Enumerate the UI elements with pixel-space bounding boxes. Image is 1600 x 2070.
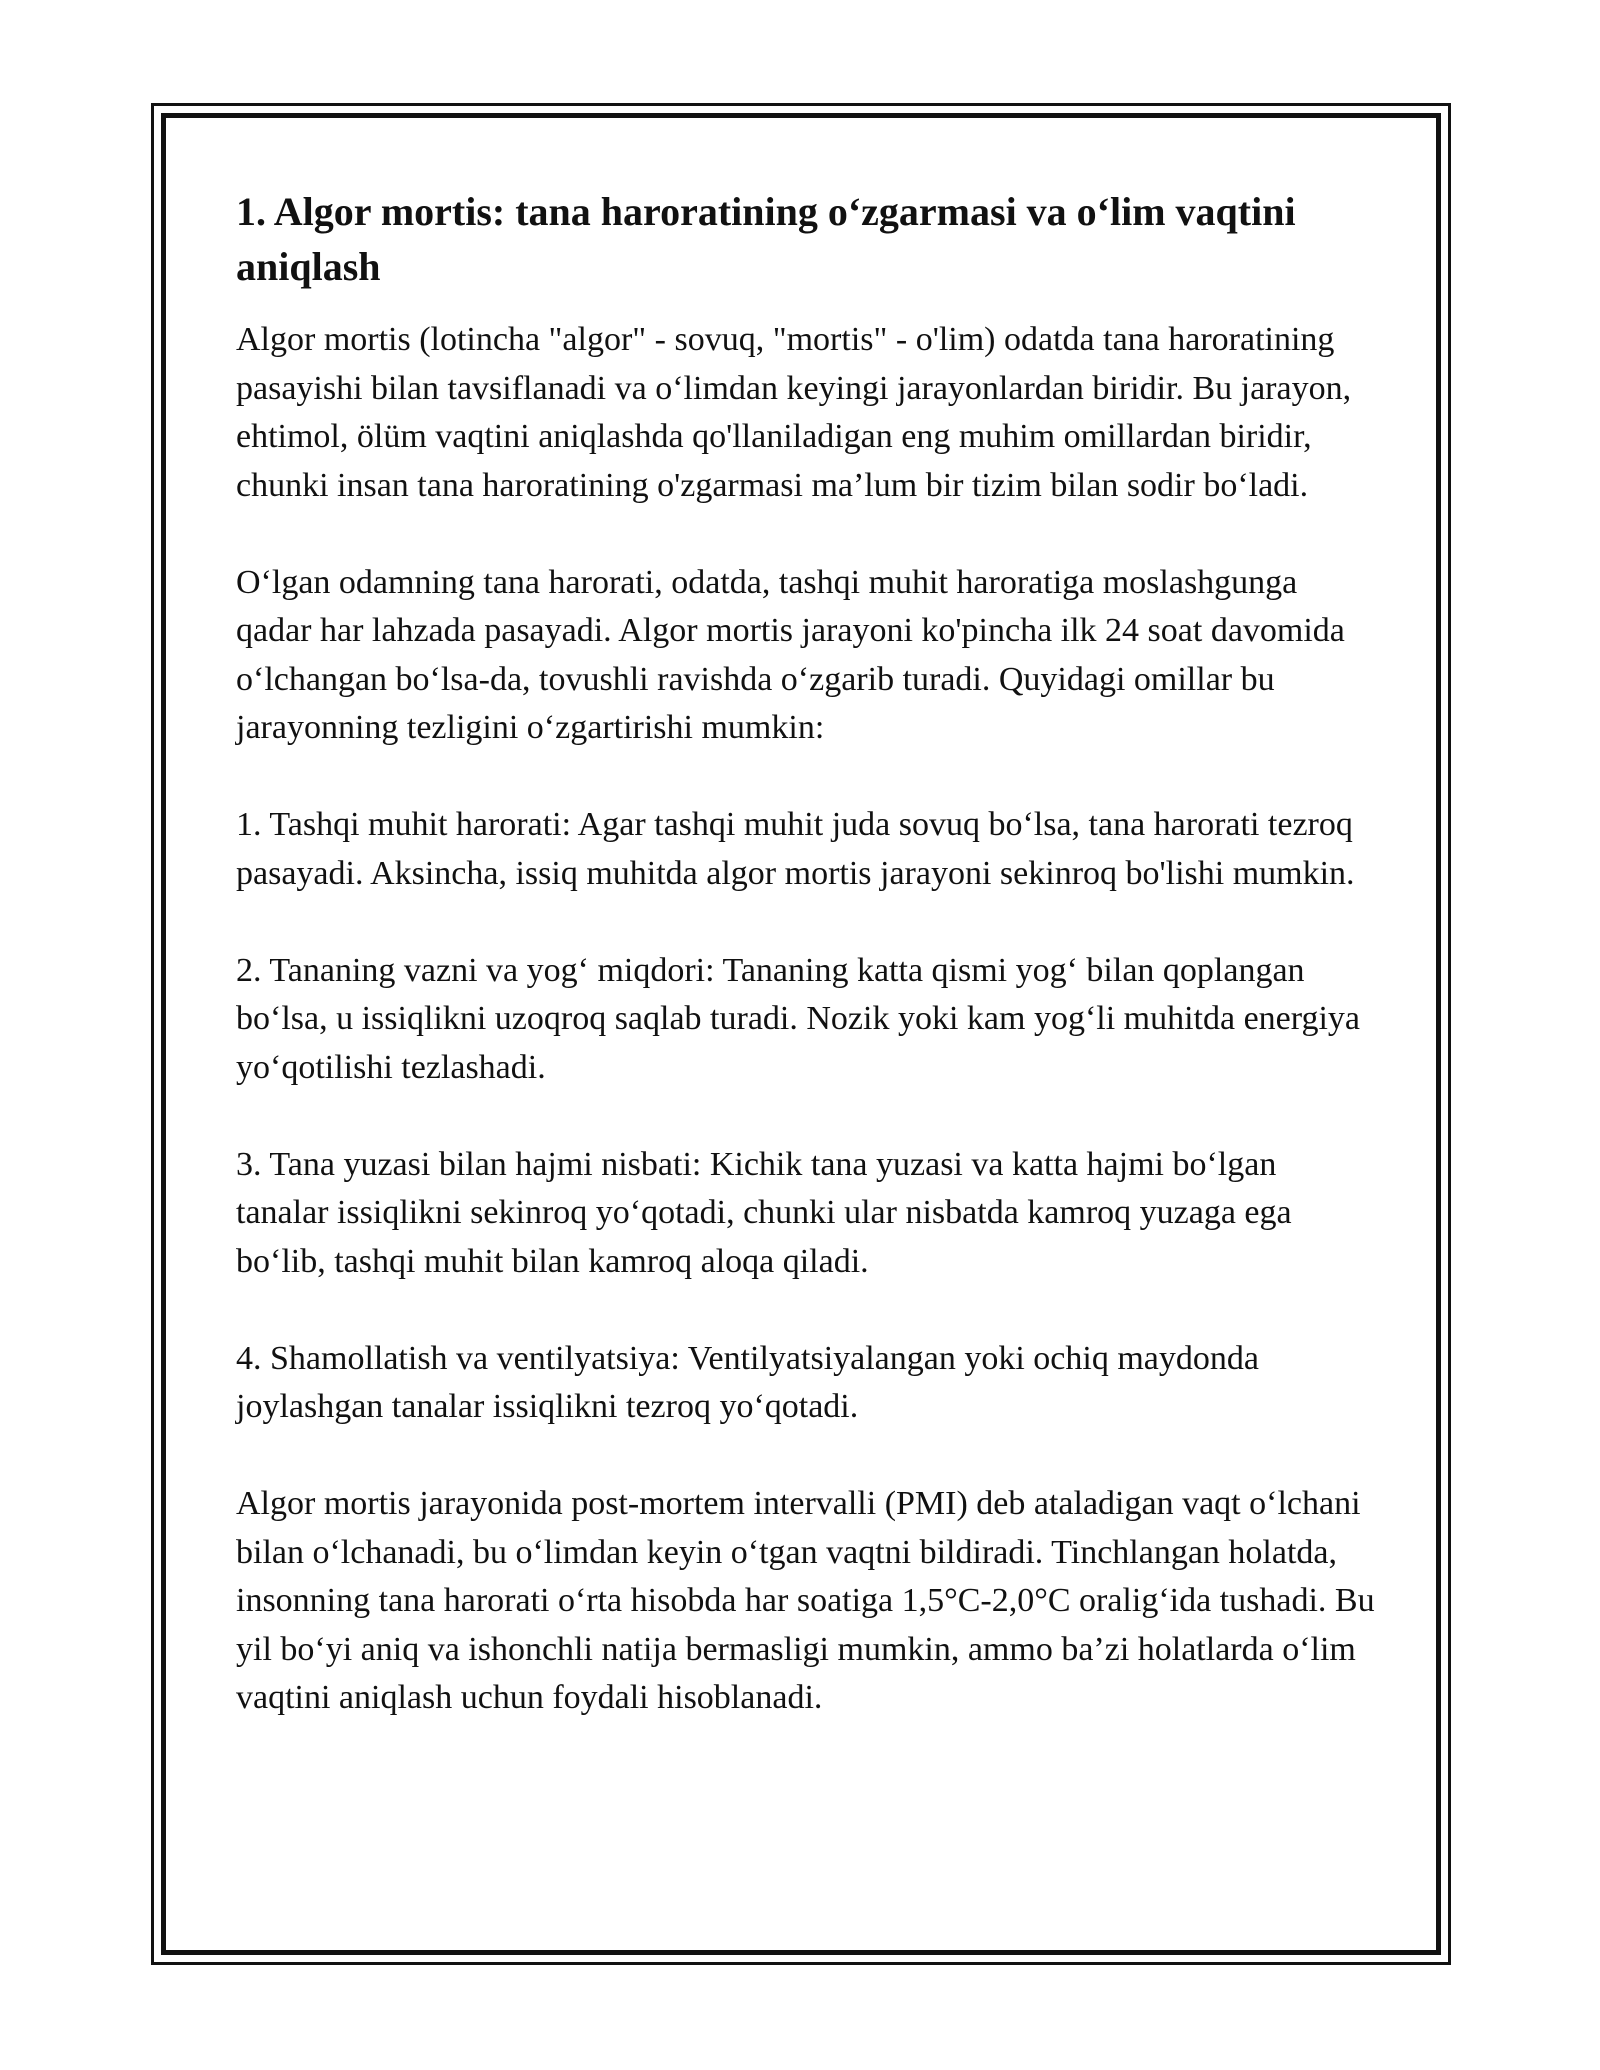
paragraph-factors-intro: O‘lgan odamning tana harorati, odatda, tashqi muhit haroratiga moslashgunga qadar har lahzada pasayadi. Algor mortis jarayoni ko'pincha ilk 24 soat davomida o‘lchangan bo‘lsa-da, tovushli ravishda o‘zgarib turadi. Quyidagi omillar bu jarayonning tezligini o‘zgartirishi mumkin: — [236, 563, 1345, 746]
document-body — [236, 184, 1376, 1723]
document-title: 1. Algor mortis: tana haroratining o‘zgarmasi va o‘lim vaqtini aniqlash — [236, 189, 1296, 289]
paragraph-factor-2: 2. Tananing vazni va yog‘ miqdori: Tananing katta qismi yog‘ bilan qoplangan bo‘lsa, u issiqlikni uzoqroq saqlab turadi. Nozik yoki kam yog‘li muhitda energiya yo‘qotilishi tezlashadi. — [236, 951, 1361, 1086]
paragraph-factor-1: 1. Tashqi muhit harorati: Agar tashqi muhit juda sovuq bo‘lsa, tana harorati tezroq pasayadi. Aksincha, issiq muhitda algor mortis jarayoni sekinroq bo'lishi mumkin. — [236, 806, 1355, 892]
paragraph-pmi: Algor mortis jarayonida post-mortem intervalli (PMI) deb ataladigan vaqt o‘lchani bilan o‘lchanadi, bu o‘limdan keyin o‘tgan vaqtni bildiradi. Tinchlangan holatda, insonning tana harorati o‘rta hisobda har soatiga 1,5°C-2,0°C oralig‘ida tushadi. Bu yil bo‘yi aniq va ishonchli natija bermasligi mumkin, ammo ba’zi holatlarda o‘lim vaqtini aniqlash uchun foydali hisoblanadi. — [236, 1485, 1375, 1716]
paragraph-intro: Algor mortis (lotincha "algor" - sovuq, "mortis" - o'lim) odatda tana haroratining pasayishi bilan tavsiflanadi va o‘limdan keyingi jarayonlardan biridir. Bu jarayon, ehtimol, ölüm vaqtini aniqlashda qo'llaniladigan eng muhim omillardan biridir, chunki insan tana haroratining o'zgarmasi ma’lum bir tizim bilan sodir bo‘ladi. — [236, 321, 1352, 504]
paragraph-factor-4: 4. Shamollatish va ventilyatsiya: Ventilyatsiyalangan yoki ochiq maydonda joylashgan tanalar issiqlikni tezroq yo‘qotadi. — [236, 1339, 1259, 1425]
paragraph-factor-3: 3. Tana yuzasi bilan hajmi nisbati: Kichik tana yuzasi va katta hajmi bo‘lgan tanalar issiqlikni sekinroq yo‘qotadi, chunki ular nisbatda kamroq yuzaga ega bo‘lib, tashqi muhit bilan kamroq aloqa qiladi. — [236, 1145, 1292, 1280]
